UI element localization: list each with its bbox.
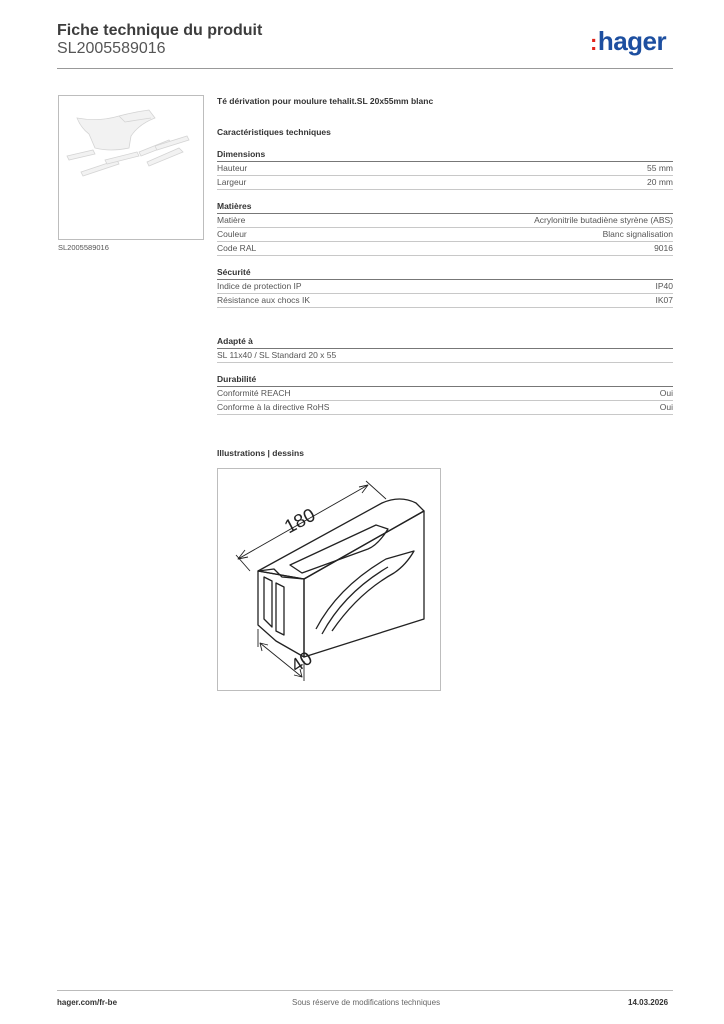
hager-logo: :hager xyxy=(590,26,667,56)
spec-row xyxy=(217,228,673,242)
length-dimension-label: 180 xyxy=(281,504,320,539)
spec-label: Code RAL xyxy=(217,243,257,253)
spec-row xyxy=(217,242,673,256)
product-image xyxy=(58,95,204,240)
section-durability xyxy=(217,373,673,415)
product-description: Té dérivation pour moulure tehalit.SL 20x55mm blanc xyxy=(217,96,434,106)
spec-label: Matière xyxy=(217,215,246,225)
illustrations-title: Illustrations | dessins xyxy=(217,448,304,458)
spec-value: IK07 xyxy=(655,295,673,305)
spec-value: Acrylonitrile butadiène styrène (ABS) xyxy=(534,215,673,225)
section-title: Matières xyxy=(217,200,673,214)
spec-value: IP40 xyxy=(655,281,673,291)
section-title: Adapté à xyxy=(217,335,673,349)
spec-row xyxy=(217,280,673,294)
spec-label: Hauteur xyxy=(217,163,248,173)
spec-row xyxy=(217,349,673,363)
logo-text: hager xyxy=(597,26,667,56)
spec-value: Oui xyxy=(659,402,673,412)
section-title: Durabilité xyxy=(217,373,673,387)
spec-label: Conforme à la directive RoHS xyxy=(217,402,330,412)
spec-label: SL 11x40 / SL Standard 20 x 55 xyxy=(217,350,337,360)
spec-label: Résistance aux chocs IK xyxy=(217,295,311,305)
section-spacer xyxy=(217,308,673,325)
footer-date: 14.03.2026 xyxy=(628,998,669,1007)
product-image-caption: SL2005589016 xyxy=(58,243,109,252)
spec-value: 20 mm xyxy=(647,177,673,187)
width-dimension-label: 40 xyxy=(287,647,317,678)
section-adapted xyxy=(217,335,673,363)
spec-value: Oui xyxy=(659,388,673,398)
spec-label: Largeur xyxy=(217,177,247,187)
spec-content xyxy=(217,93,673,415)
header-divider xyxy=(57,68,673,69)
product-reference: SL2005589016 xyxy=(57,40,166,57)
spec-row xyxy=(217,162,673,176)
spec-value: Blanc signalisation xyxy=(602,229,673,239)
spec-row xyxy=(217,176,673,190)
section-dimensions xyxy=(217,148,673,190)
spec-row xyxy=(217,294,673,308)
tech-heading: Caractéristiques techniques xyxy=(217,127,331,137)
spec-row xyxy=(217,214,673,228)
footer-disclaimer: Sous réserve de modifications techniques xyxy=(292,998,441,1007)
spec-value: 55 mm xyxy=(647,163,673,173)
spec-row xyxy=(217,401,673,415)
section-materials xyxy=(217,200,673,256)
section-title: Sécurité xyxy=(217,266,673,280)
spec-label: Conformité REACH xyxy=(217,388,291,398)
spec-label: Indice de protection IP xyxy=(217,281,302,291)
footer-divider xyxy=(57,990,673,991)
footer-website[interactable]: hager.com/fr-be xyxy=(57,998,118,1007)
document-title: Fiche technique du produit xyxy=(57,22,263,39)
technical-drawing xyxy=(217,468,441,691)
section-title: Dimensions xyxy=(217,148,673,162)
spec-value: 9016 xyxy=(654,243,673,253)
spec-label: Couleur xyxy=(217,229,247,239)
spec-row xyxy=(217,387,673,401)
section-security xyxy=(217,266,673,308)
